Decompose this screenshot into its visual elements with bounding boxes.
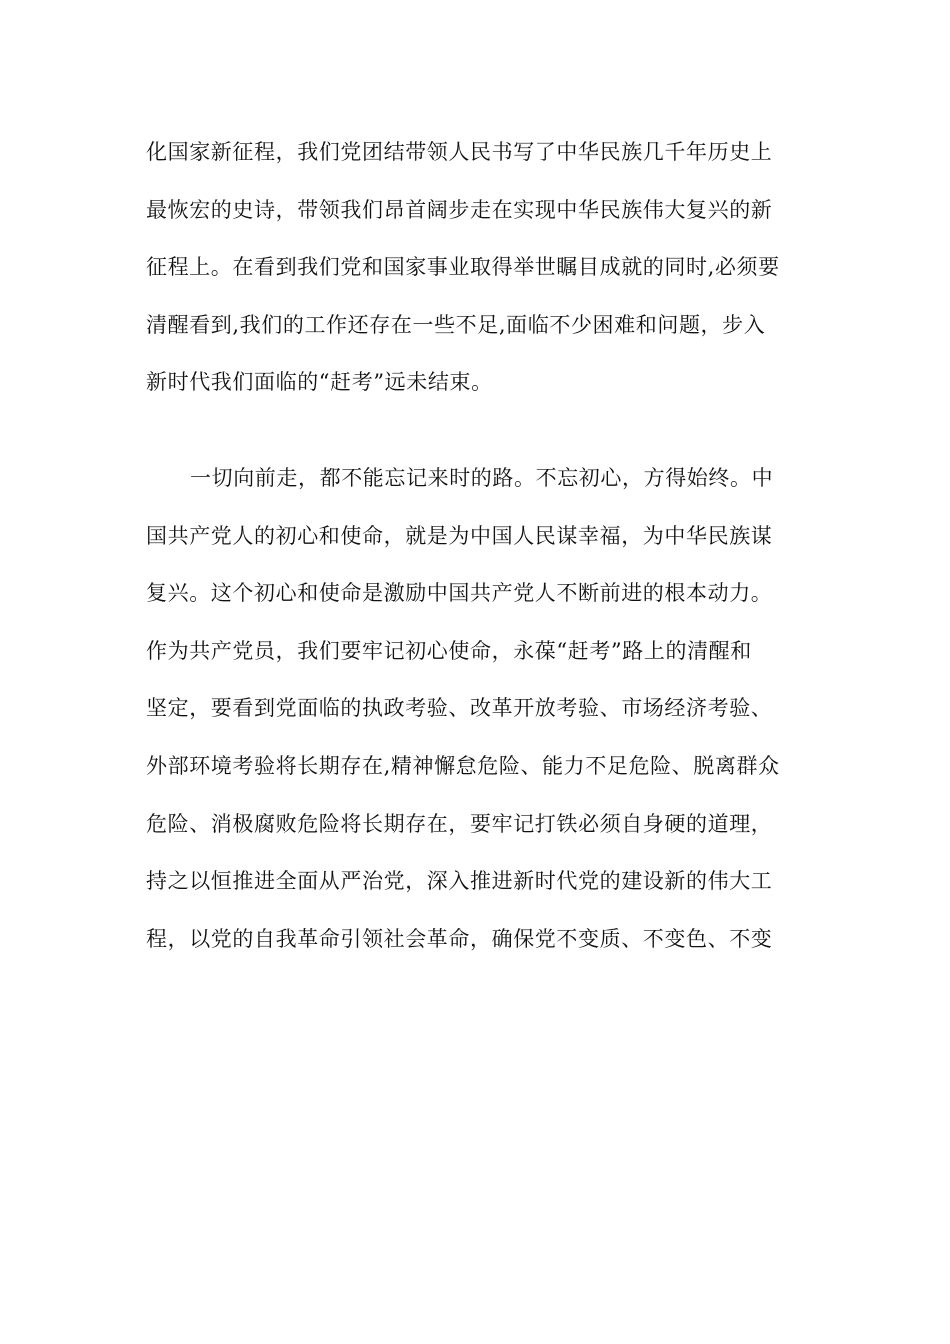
document-body (146, 124, 826, 968)
text-line: 外部环境考验将长期存在,精神懈怠危险、能力不足危险、脱离群众 (146, 753, 780, 778)
text-line: 征程上。在看到我们党和国家事业取得举世瞩目成就的同时,必须要 (146, 255, 780, 280)
paragraph-1 (146, 124, 826, 412)
text-line: 新时代我们面临的“赶考”远未结束。 (146, 370, 493, 395)
text-line: 一切向前走，都不能忘记来时的路。不忘初心，方得始终。中 (190, 465, 774, 490)
paragraph-2 (146, 450, 826, 968)
text-line: 复兴。这个初心和使命是激励中国共产党人不断前进的根本动力。 (146, 581, 773, 606)
text-line: 化国家新征程，我们党团结带领人民书写了中华民族几千年历史上 (146, 140, 773, 164)
text-line: 清醒看到,我们的工作还存在一些不足,面临不少困难和问题，步入 (146, 312, 766, 337)
paragraph-gap (146, 412, 826, 450)
text-line: 危险、消极腐败危险将长期存在，要牢记打铁必须自身硬的道理， (146, 811, 773, 836)
text-line: 程，以党的自我革命引领社会革命，确保党不变质、不变色、不变 (146, 926, 773, 951)
text-line: 持之以恒推进全面从严治党，深入推进新时代党的建设新的伟大工 (146, 869, 773, 894)
text-line: 最恢宏的史诗，带领我们昂首阔步走在实现中华民族伟大复兴的新 (146, 197, 773, 222)
text-line: 作为共产党员，我们要牢记初心使命，永葆“赶考”路上的清醒和 (146, 638, 752, 663)
text-line: 坚定，要看到党面临的执政考验、改革开放考验、市场经济考验、 (146, 696, 773, 721)
text-line: 国共产党人的初心和使命，就是为中国人民谋幸福，为中华民族谋 (146, 523, 773, 548)
